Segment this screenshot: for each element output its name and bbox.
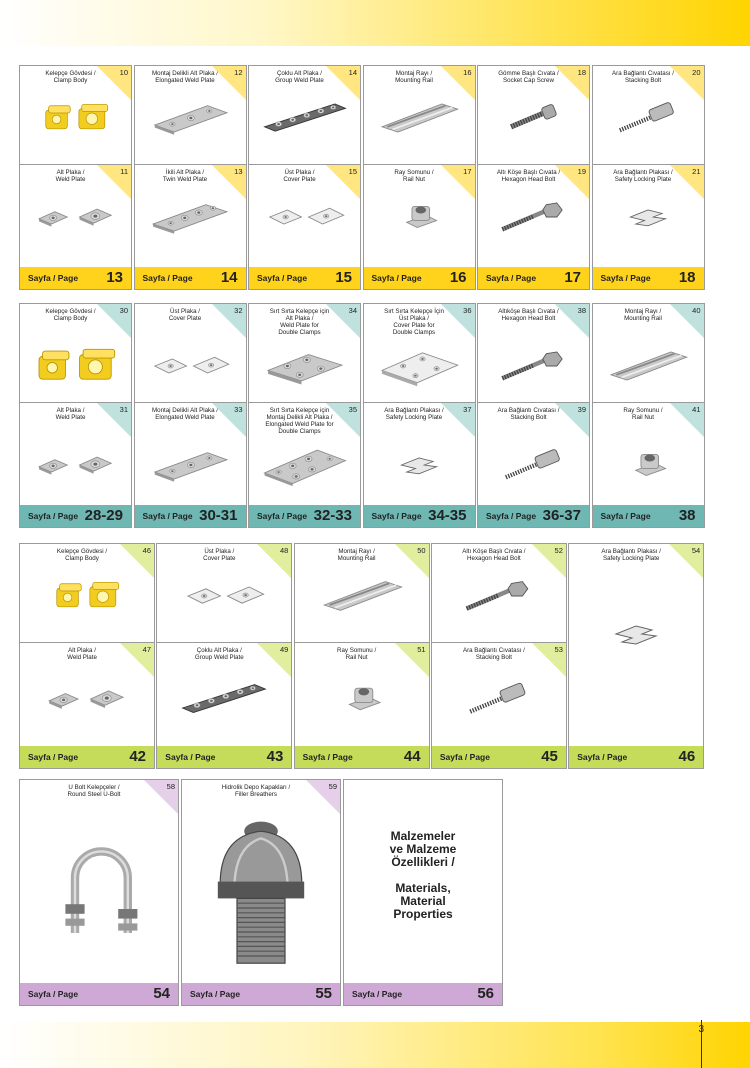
product-cell[interactable] <box>249 164 360 269</box>
hex-bolt-icon <box>490 199 578 240</box>
item-number: 32 <box>234 306 243 315</box>
weld-plate-icon <box>37 681 137 722</box>
item-number: 59 <box>328 782 337 791</box>
product-cell[interactable] <box>182 780 340 985</box>
product-cell[interactable] <box>364 402 475 507</box>
u-bolt-icon <box>39 836 159 951</box>
hex-bolt-icon <box>449 578 549 619</box>
page-reference-number: 15 <box>335 269 352 286</box>
hex-bolt-icon <box>490 342 578 395</box>
product-card <box>156 543 292 769</box>
product-title: Çoklu Alt Plaka / Group Weld Plate <box>194 647 244 661</box>
page-reference-footer[interactable] <box>20 505 131 527</box>
bottom-gradient-bar <box>0 1022 750 1068</box>
item-number-badge <box>555 403 589 437</box>
elongated-plate-icon <box>146 441 234 494</box>
page-reference-label: Sayfa / Page <box>165 752 216 762</box>
page-reference-footer[interactable] <box>249 267 360 289</box>
item-number-badge <box>670 304 704 338</box>
product-title: Üst Plaka / Cover Plate <box>168 308 202 322</box>
filler-breather-icon <box>201 810 321 975</box>
product-title: Gömme Başlı Cıvata / Socket Cap Screw <box>498 70 559 84</box>
product-cell[interactable] <box>135 164 246 269</box>
product-cell[interactable] <box>20 304 131 402</box>
page-reference-footer[interactable] <box>20 983 178 1005</box>
cover-plate-icon <box>146 342 234 395</box>
page-reference-footer[interactable] <box>344 983 502 1005</box>
page-reference-footer[interactable] <box>478 267 589 289</box>
page-reference-footer[interactable] <box>182 983 340 1005</box>
product-title: Altı Köşe Başlı Cıvata / Hexagon Head Bolt <box>462 548 526 562</box>
locking-plate-icon <box>586 614 686 659</box>
item-number-badge <box>669 544 703 578</box>
page-reference-label: Sayfa / Page <box>577 752 628 762</box>
item-number: 38 <box>577 306 586 315</box>
product-cell[interactable] <box>593 402 704 507</box>
stacking-bolt-icon <box>604 100 692 141</box>
item-number-badge <box>257 643 291 677</box>
product-card <box>363 65 476 290</box>
product-cell[interactable] <box>157 544 291 642</box>
product-title: Montaj Rayı / Mounting Rail <box>337 548 376 562</box>
item-number-badge <box>326 403 360 437</box>
page-reference-label: Sayfa / Page <box>352 989 403 999</box>
product-title: U Bolt Kelepçeler / Round Steel U-Bolt <box>67 784 121 798</box>
product-card <box>592 303 705 528</box>
item-number: 15 <box>348 167 357 176</box>
item-number: 11 <box>120 167 128 176</box>
product-cell[interactable] <box>593 304 704 402</box>
item-number-badge <box>532 643 566 677</box>
product-cell[interactable] <box>249 304 360 402</box>
product-card <box>363 303 476 528</box>
weld-plate-icon <box>32 199 120 240</box>
page-reference-footer[interactable] <box>20 267 131 289</box>
rail-icon <box>312 578 412 619</box>
product-title: Sırt Sırta Kelepçe için Montaj Delikli Alt Plaka / Elongated Weld Plate for Double Clamps <box>265 407 334 435</box>
clamp-body-yellow-icon <box>32 100 120 141</box>
item-number: 39 <box>577 405 586 414</box>
product-title: Ray Somunu / Rail Nut <box>394 169 434 183</box>
page-reference-number: 56 <box>477 985 494 1002</box>
item-number: 47 <box>142 645 151 654</box>
page-reference-label: Sayfa / Page <box>371 273 422 283</box>
product-title: Altıköşe Başlı Cıvata / Hexagon Head Bolt <box>498 308 559 322</box>
double-elongated-plate-icon <box>261 441 349 494</box>
product-cell[interactable] <box>432 642 566 748</box>
product-card <box>19 779 179 1006</box>
clamp-body-yellow-icon <box>37 578 137 619</box>
item-number: 46 <box>142 546 151 555</box>
item-number: 54 <box>691 546 701 555</box>
page-reference-footer[interactable] <box>569 746 703 768</box>
product-card <box>181 779 341 1006</box>
product-title: Sırt Sırta Kelepçe için Alt Plaka / Weld Plate for Double Clamps <box>269 308 330 336</box>
page-reference-number: 32-33 <box>313 507 352 524</box>
product-title: Altı Köşe Başlı Cıvata / Hexagon Head Bolt <box>496 169 561 183</box>
item-number: 34 <box>348 306 357 315</box>
product-cell[interactable] <box>432 544 566 642</box>
page-reference-footer[interactable] <box>432 746 566 768</box>
product-card <box>294 543 430 769</box>
rail-icon <box>375 100 463 141</box>
page-reference-number: 38 <box>678 507 696 524</box>
page-reference-footer[interactable] <box>364 505 475 527</box>
page-reference-number: 30-31 <box>199 507 238 524</box>
double-weld-plate-icon <box>261 342 349 395</box>
item-number: 12 <box>234 68 243 77</box>
item-number: 37 <box>463 405 472 414</box>
product-title: Alt Plaka / Weld Plate <box>55 169 86 183</box>
product-cell[interactable] <box>478 66 589 164</box>
page-reference-number: 45 <box>541 748 558 765</box>
product-title: Ara Bağlantı Plakası / Safety Locking Plate <box>613 169 673 183</box>
item-number: 21 <box>692 167 701 176</box>
product-card <box>19 303 132 528</box>
item-number-badge <box>532 544 566 578</box>
product-title: Montaj Delikli Alt Plaka / Elongated Weld Plate <box>151 407 219 421</box>
item-number-badge <box>212 165 246 199</box>
page-number: 3 <box>698 1024 704 1035</box>
product-card <box>568 543 704 769</box>
item-number: 33 <box>234 405 243 414</box>
item-number: 19 <box>577 167 586 176</box>
page-reference-label: Sayfa / Page <box>486 273 537 283</box>
product-cell[interactable] <box>20 402 131 507</box>
item-number-badge <box>326 66 360 100</box>
product-title: Kelepçe Gövdesi / Clamp Body <box>56 548 108 562</box>
product-cell[interactable] <box>593 66 704 164</box>
page-reference-footer[interactable] <box>478 505 589 527</box>
item-number-badge <box>441 304 475 338</box>
page-reference-number: 13 <box>106 269 123 286</box>
product-card <box>19 65 132 290</box>
product-cell[interactable] <box>364 66 475 164</box>
item-number: 49 <box>279 645 289 654</box>
item-number-badge <box>441 165 475 199</box>
page-reference-number: 34-35 <box>428 507 467 524</box>
page-reference-number: 55 <box>315 985 332 1002</box>
page-reference-number: 46 <box>678 748 696 765</box>
twin-plate-icon <box>146 199 234 240</box>
item-number-badge <box>670 66 704 100</box>
page-reference-footer[interactable] <box>135 267 246 289</box>
item-number: 30 <box>119 306 128 315</box>
product-title: Üst Plaka / Cover Plate <box>203 548 236 562</box>
group-plate-icon <box>174 681 274 722</box>
page-reference-label: Sayfa / Page <box>302 752 353 762</box>
product-title: İkili Alt Plaka / Twin Weld Plate <box>162 169 208 183</box>
page-reference-number: 54 <box>153 985 170 1002</box>
page-reference-label: Sayfa / Page <box>257 273 308 283</box>
page-reference-footer[interactable] <box>364 267 475 289</box>
item-number-badge <box>555 66 589 100</box>
item-number: 50 <box>417 546 426 555</box>
product-title: Ara Bağlantı Cıvatası / Stacking Bolt <box>497 407 560 421</box>
product-card <box>477 303 590 528</box>
page-reference-number: 36-37 <box>542 507 581 524</box>
product-cell[interactable] <box>20 544 154 642</box>
clamp-body-yellow-icon <box>32 342 120 395</box>
product-title: Kelepçe Gövdesi / Clamp Body <box>45 308 96 322</box>
item-number: 53 <box>554 645 563 654</box>
page-reference-label: Sayfa / Page <box>257 511 308 521</box>
product-cell[interactable] <box>295 544 429 642</box>
product-card <box>477 65 590 290</box>
rail-nut-icon <box>604 441 692 494</box>
product-title: Ara Bağlantı Cıvatası / Stacking Bolt <box>612 70 674 84</box>
page-reference-number: 28-29 <box>84 507 123 524</box>
product-title: Çoklu Alt Plaka / Group Weld Plate <box>275 70 324 84</box>
product-cell[interactable] <box>20 642 154 748</box>
page-reference-footer[interactable] <box>295 746 429 768</box>
stacking-bolt-icon <box>490 441 578 494</box>
page-reference-number: 17 <box>564 269 581 286</box>
item-number-badge <box>441 66 475 100</box>
product-cell[interactable] <box>478 402 589 507</box>
item-number: 31 <box>119 405 128 414</box>
product-title: Montaj Rayı / Mounting Rail <box>395 70 433 84</box>
item-number: 13 <box>234 167 243 176</box>
page-reference-label: Sayfa / Page <box>439 752 490 762</box>
top-gradient-bar <box>0 0 750 46</box>
locking-plate-icon <box>375 441 463 494</box>
item-number: 40 <box>692 306 701 315</box>
page-reference-label: Sayfa / Page <box>28 511 79 521</box>
cover-plate-icon <box>261 199 349 240</box>
product-cell[interactable] <box>364 164 475 269</box>
item-number-badge <box>120 643 154 677</box>
product-card <box>134 303 247 528</box>
product-title: Kelepçe Gövdesi / Clamp Body <box>45 70 96 84</box>
product-card <box>19 543 155 769</box>
item-number: 58 <box>166 782 175 791</box>
product-cell[interactable] <box>478 164 589 269</box>
product-title: Alt Plaka / Weld Plate <box>55 407 86 421</box>
product-cell[interactable] <box>135 66 246 164</box>
product-cell[interactable] <box>478 304 589 402</box>
item-number: 10 <box>119 68 128 77</box>
item-number-badge <box>257 544 291 578</box>
product-title: Ara Bağlantı Plakası / Safety Locking Plate <box>601 548 661 562</box>
page-reference-footer[interactable] <box>157 746 291 768</box>
item-number: 17 <box>463 167 472 176</box>
product-card <box>431 543 567 769</box>
item-number-badge <box>441 403 475 437</box>
item-number-badge <box>555 165 589 199</box>
page-reference-label: Sayfa / Page <box>28 989 79 999</box>
item-number: 35 <box>348 405 357 414</box>
page-reference-label: Sayfa / Page <box>600 511 651 521</box>
item-number-badge <box>212 403 246 437</box>
product-cell[interactable] <box>135 304 246 402</box>
weld-plate-icon <box>32 441 120 494</box>
item-number-badge <box>395 544 429 578</box>
product-cell[interactable] <box>249 66 360 164</box>
page-reference-label: Sayfa / Page <box>190 989 241 999</box>
item-number-badge <box>326 165 360 199</box>
page-reference-label: Sayfa / Page <box>28 752 79 762</box>
item-number: 20 <box>692 68 701 77</box>
item-number-badge <box>120 544 154 578</box>
product-title: Sırt Sırta Kelepçe İçin Üst Plaka / Cover Plate for Double Clamps <box>384 308 444 336</box>
page-reference-label: Sayfa / Page <box>486 511 537 521</box>
product-title: Ray Somunu / Rail Nut <box>336 647 377 661</box>
product-cell[interactable] <box>295 642 429 748</box>
product-card <box>592 65 705 290</box>
item-number: 36 <box>463 306 472 315</box>
rail-nut-icon <box>375 199 463 240</box>
rail-icon <box>604 342 692 395</box>
item-number-badge <box>97 165 131 199</box>
item-number-badge <box>306 780 340 814</box>
item-number-badge <box>144 780 178 814</box>
socket-screw-icon <box>490 100 578 141</box>
product-cell[interactable] <box>249 402 360 507</box>
page-reference-footer[interactable] <box>135 505 246 527</box>
product-card <box>134 65 247 290</box>
item-number-badge <box>97 66 131 100</box>
page-reference-label: Sayfa / Page <box>600 273 651 283</box>
page-reference-label: Sayfa / Page <box>142 511 193 521</box>
materials-section-title: Malzemeler ve Malzeme Özellikleri / Materials, Material Properties <box>389 829 457 921</box>
page-reference-number: 16 <box>449 269 467 286</box>
item-number-badge <box>97 304 131 338</box>
page-reference-number: 18 <box>678 269 696 286</box>
item-number-badge <box>670 165 704 199</box>
product-cell[interactable] <box>20 780 178 985</box>
item-number-badge <box>555 304 589 338</box>
product-title: Alt Plaka / Weld Plate <box>67 647 97 661</box>
locking-plate-icon <box>604 199 692 240</box>
item-number: 51 <box>417 645 426 654</box>
product-title: Montaj Delikli Alt Plaka / Elongated Weld Plate <box>151 70 219 84</box>
page-reference-number: 44 <box>403 748 421 765</box>
item-number-badge <box>97 403 131 437</box>
item-number: 16 <box>463 68 472 77</box>
item-number-badge <box>326 304 360 338</box>
product-cell[interactable] <box>20 66 131 164</box>
product-card <box>343 779 503 1006</box>
item-number: 48 <box>279 546 289 555</box>
product-title: Ara Bağlantı Plakası / Safety Locking Plate <box>384 407 444 421</box>
rail-nut-icon <box>312 681 412 722</box>
product-cell[interactable] <box>157 642 291 748</box>
page-reference-label: Sayfa / Page <box>28 273 79 283</box>
page-reference-label: Sayfa / Page <box>142 273 193 283</box>
cover-plate-icon <box>174 578 274 619</box>
product-title: Ara Bağlantı Cıvatası / Stacking Bolt <box>462 647 525 661</box>
item-number: 41 <box>692 405 701 414</box>
product-title: Ray Somunu / Rail Nut <box>623 407 663 421</box>
page-reference-footer[interactable] <box>249 505 360 527</box>
item-number: 18 <box>577 68 586 77</box>
page-reference-number: 14 <box>220 269 238 286</box>
page-reference-number: 43 <box>266 748 284 765</box>
item-number: 14 <box>348 68 357 77</box>
double-cover-plate-icon <box>375 342 463 395</box>
product-cell[interactable] <box>364 304 475 402</box>
product-cell[interactable] <box>135 402 246 507</box>
stacking-bolt-icon <box>449 681 549 722</box>
product-cell[interactable] <box>593 164 704 269</box>
product-card <box>248 303 361 528</box>
product-cell[interactable] <box>569 544 703 748</box>
group-plate-icon <box>261 100 349 141</box>
product-title: Üst Plaka / Cover Plate <box>283 169 316 183</box>
page-reference-label: Sayfa / Page <box>371 511 422 521</box>
product-title: Hidrolik Depo Kapakları / Filler Breathers <box>221 784 291 798</box>
item-number-badge <box>670 403 704 437</box>
item-number: 52 <box>554 546 563 555</box>
item-number-badge <box>395 643 429 677</box>
elongated-plate-icon <box>146 100 234 141</box>
item-number-badge <box>212 66 246 100</box>
product-card <box>248 65 361 290</box>
page-reference-footer[interactable] <box>593 505 704 527</box>
page-reference-number: 42 <box>129 748 146 765</box>
item-number-badge <box>212 304 246 338</box>
page-reference-footer[interactable] <box>593 267 704 289</box>
product-title: Montaj Rayı / Mounting Rail <box>624 308 662 322</box>
page-reference-footer[interactable] <box>20 746 154 768</box>
product-cell[interactable] <box>20 164 131 269</box>
